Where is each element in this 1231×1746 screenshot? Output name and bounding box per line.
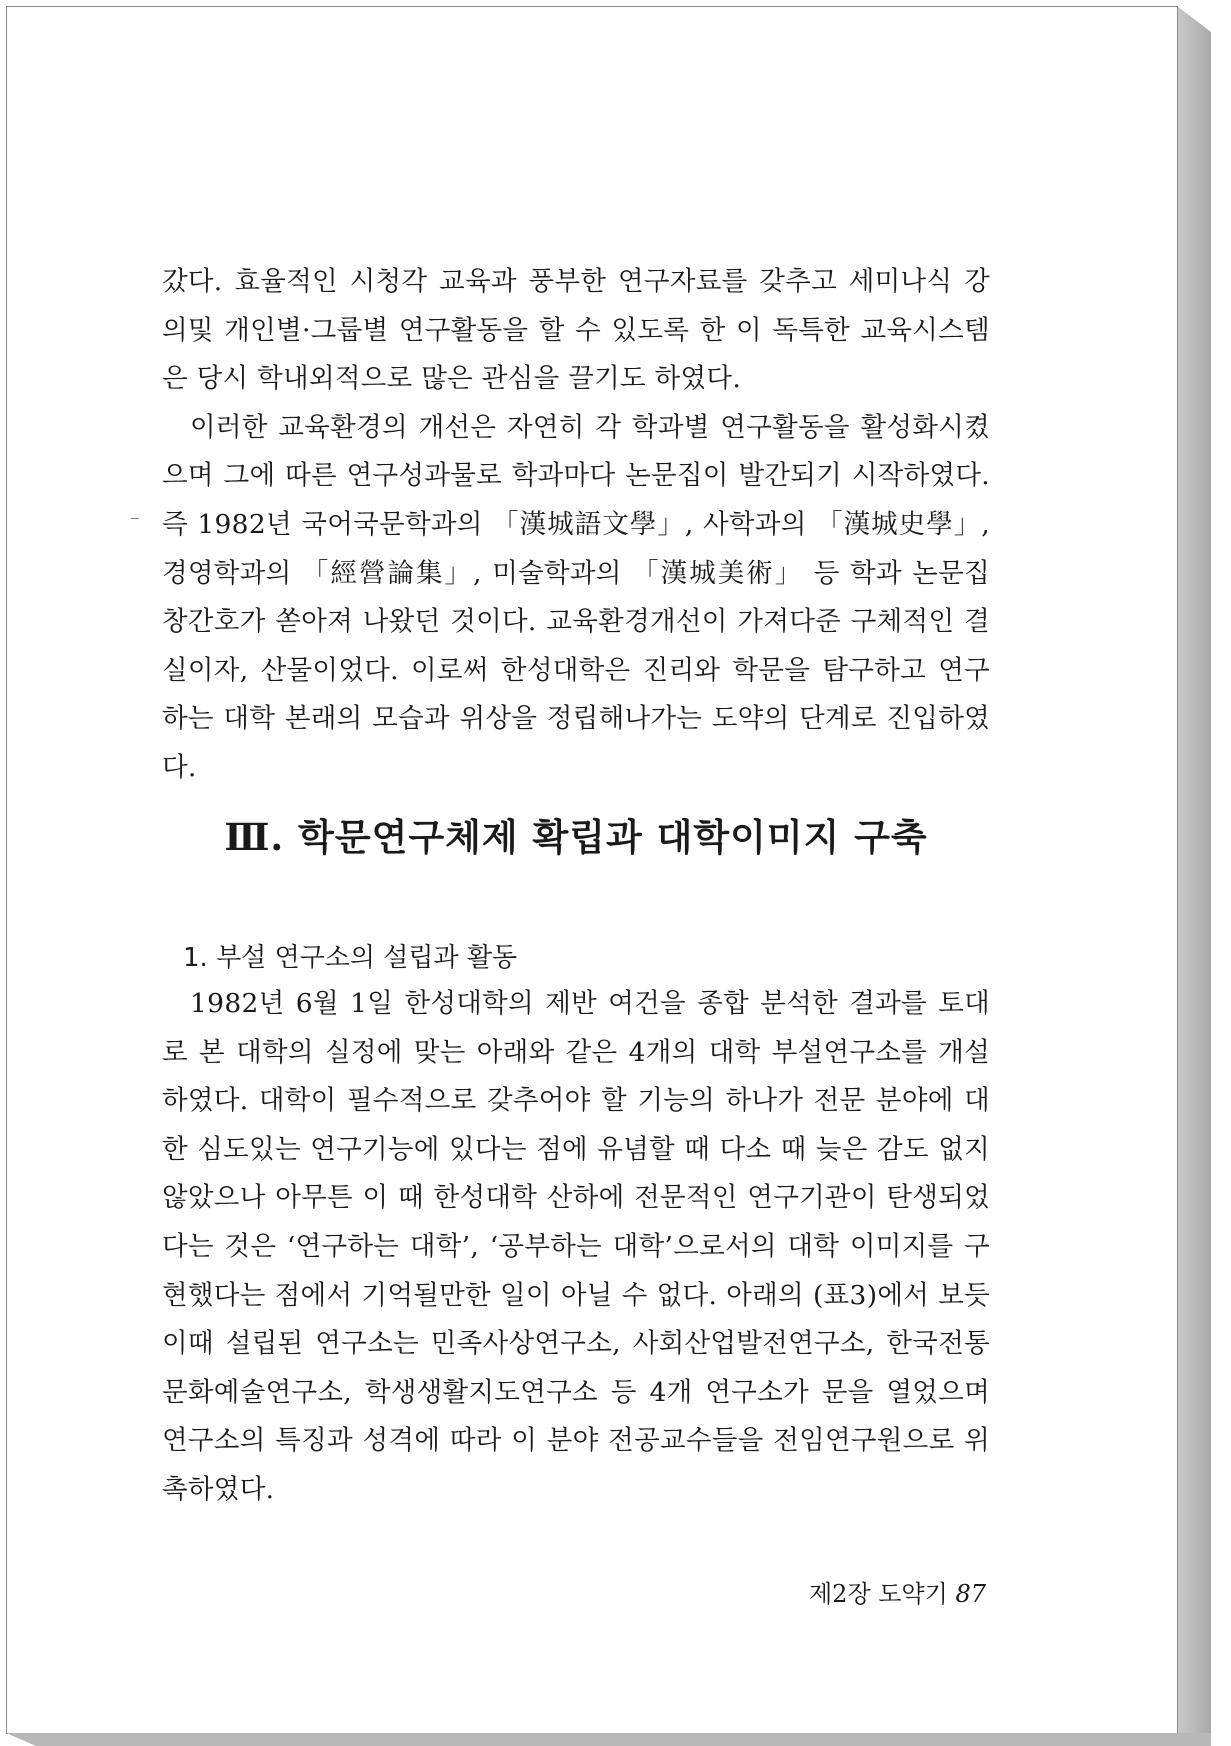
- paragraph-institutes: 1982년 6월 1일 한성대학의 제반 여건을 종합 분석한 결과를 토대로 본 대학의 실정에 맞는 아래와 같은 4개의 대학 부설연구소를 개설하였다. 대학이 필수적으로 갖추어야 할 기능의 하나가 전문 분야에 대한 심도있는 연구기능에 있다는 점에 유념할 때 다소 때 늦은 감도 없지 않았으나 아무튼 이 때 한성대학 산하에 전문적인 연구기관이 탄생되었다는 것은 ‘연구하는 대학’, ‘공부하는 대학’으로서의 대학 이미지를 구현했다는 점에서 기억될만한 일이 아닐 수 없다. 아래의 (표3)에서 보듯 이때 설립된 연구소는 민족사상연구소, 사회산업발전연구소, 한국전통문화예술연구소, 학생생활지도연구소 등 4개 연구소가 문을 열었으며 연구소의 특징과 성격에 따라 이 분야 전공교수들을 전임연구원으로 위촉하였다.: [162, 988, 990, 1505]
- paragraph-journals: 이러한 교육환경의 개선은 자연히 각 학과별 연구활동을 활성화시켰으며 그에 따른 연구성과물로 학과마다 논문집이 발간되기 시작하였다. 즉 1982년 국어국문학과의 「漢城語文學」, 사학과의 「漢城史學」, 경영학과의 「經營論集」, 미술학과의 「漢城美術」 등 학과 논문집 창간호가 쏟아져 나왔던 것이다. 교육환경개선이 가져다준 구체적인 결실이자, 산물이었다. 이로써 한성대학은 진리와 학문을 탐구하고 연구하는 대학 본래의 모습과 위상을 정립해나가는 도약의 단계로 진입하였다.: [162, 411, 990, 783]
- body-text-section: [162, 980, 990, 1515]
- page-edge-bottom: [6, 1733, 1211, 1746]
- footer-chapter: 제2장 도약기: [808, 1580, 948, 1608]
- body-text-top: [162, 258, 990, 793]
- scan-mark: [131, 518, 139, 519]
- section-heading: 1. 부설 연구소의 설립과 활동: [183, 943, 518, 973]
- page-number: 87: [955, 1580, 986, 1608]
- page-footer: [786, 1579, 986, 1609]
- page-edge-right: [1177, 6, 1211, 1734]
- chapter-title: Ⅲ. 학문연구체제 확립과 대학이미지 구축: [224, 815, 928, 859]
- paragraph-continued: 갔다. 효율적인 시청각 교육과 풍부한 연구자료를 갖추고 세미나식 강의및 개인별·그룹별 연구활동을 할 수 있도록 한 이 독특한 교육시스템은 당시 학내외적으로 많은 관심을 끌기도 하였다.: [162, 266, 990, 395]
